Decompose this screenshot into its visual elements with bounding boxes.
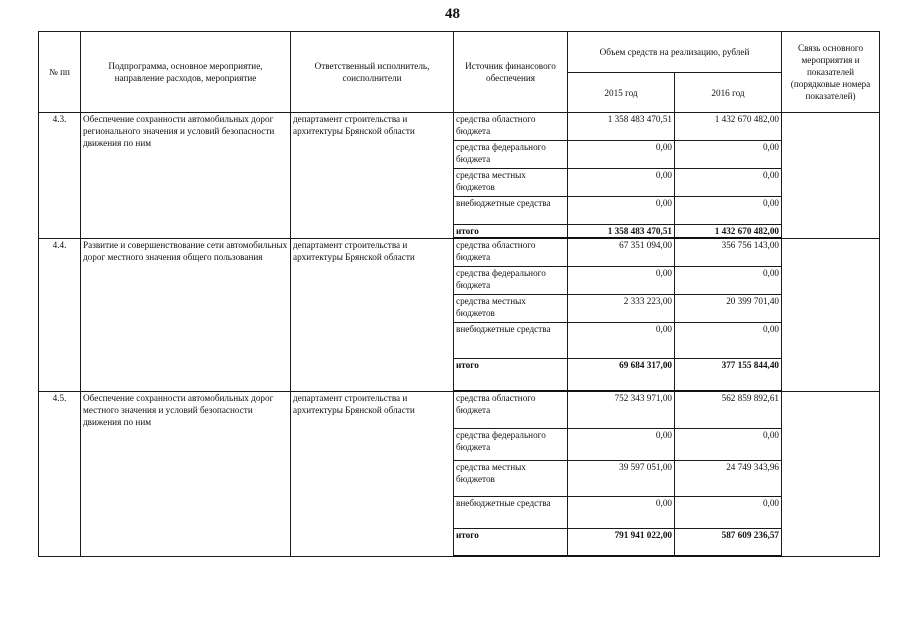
amount-2015: 0,00 — [568, 266, 675, 294]
amount-2016: 356 756 143,00 — [675, 238, 782, 266]
funding-source: внебюджетные средства — [454, 496, 568, 528]
funding-source: средства местных бюджетов — [454, 460, 568, 496]
budget-table — [38, 31, 880, 557]
funding-source: средства областного бюджета — [454, 113, 568, 141]
funding-source: средства местных бюджетов — [454, 294, 568, 322]
total-2015: 1 358 483 470,51 — [568, 225, 675, 239]
section-program: Обеспечение сохранности автомобильных дорог местного значения и условий безопасности движения по ним — [81, 391, 291, 556]
amount-2016: 0,00 — [675, 322, 782, 358]
header-number: № пп — [39, 32, 81, 113]
amount-2015: 1 358 483 470,51 — [568, 113, 675, 141]
amount-2016: 0,00 — [675, 169, 782, 197]
amount-2015: 2 333 223,00 — [568, 294, 675, 322]
funding-source: внебюджетные средства — [454, 197, 568, 225]
total-2016: 377 155 844,40 — [675, 358, 782, 391]
amount-2015: 0,00 — [568, 197, 675, 225]
section-number: 4.5. — [39, 391, 81, 556]
total-2016: 587 609 236,57 — [675, 528, 782, 556]
header-link: Связь основного мероприятия и показателей (порядковые номера показателей) — [782, 32, 880, 113]
amount-2016: 0,00 — [675, 197, 782, 225]
funding-source: внебюджетные средства — [454, 322, 568, 358]
amount-2015: 39 597 051,00 — [568, 460, 675, 496]
total-2015: 791 941 022,00 — [568, 528, 675, 556]
indicator-link — [782, 391, 880, 556]
total-label: итого — [454, 358, 568, 391]
amount-2016: 0,00 — [675, 266, 782, 294]
funding-source: средства областного бюджета — [454, 391, 568, 428]
amount-2016: 1 432 670 482,00 — [675, 113, 782, 141]
amount-2016: 0,00 — [675, 496, 782, 528]
total-2016: 1 432 670 482,00 — [675, 225, 782, 239]
amount-2015: 752 343 971,00 — [568, 391, 675, 428]
amount-2015: 0,00 — [568, 428, 675, 460]
amount-2015: 0,00 — [568, 169, 675, 197]
header-year-2015: 2015 год — [568, 73, 675, 113]
amount-2016: 0,00 — [675, 428, 782, 460]
indicator-link — [782, 113, 880, 239]
funding-source: средства местных бюджетов — [454, 169, 568, 197]
amount-2016: 0,00 — [675, 141, 782, 169]
header-volume: Объем средств на реализацию, рублей — [568, 32, 782, 73]
section-executor: департамент строительства и архитектуры Брянской области — [291, 391, 454, 556]
table-row — [39, 113, 880, 141]
amount-2015: 0,00 — [568, 141, 675, 169]
funding-source: средства областного бюджета — [454, 238, 568, 266]
amount-2015: 67 351 094,00 — [568, 238, 675, 266]
amount-2016: 24 749 343,96 — [675, 460, 782, 496]
amount-2016: 20 399 701,40 — [675, 294, 782, 322]
total-label: итого — [454, 528, 568, 556]
header-program: Подпрограмма, основное мероприятие, направление расходов, мероприятие — [81, 32, 291, 113]
funding-source: средства федерального бюджета — [454, 141, 568, 169]
funding-source: средства федерального бюджета — [454, 266, 568, 294]
header-year-2016: 2016 год — [675, 73, 782, 113]
section-number: 4.3. — [39, 113, 81, 239]
header-source: Источник финансового обеспечения — [454, 32, 568, 113]
section-program: Обеспечение сохранности автомобильных дорог регионального значения и условий безопасности движения по ним — [81, 113, 291, 239]
section-executor: департамент строительства и архитектуры Брянской области — [291, 238, 454, 391]
total-label: итого — [454, 225, 568, 239]
amount-2015: 0,00 — [568, 322, 675, 358]
section-executor: департамент строительства и архитектуры Брянской области — [291, 113, 454, 239]
table-row — [39, 391, 880, 428]
section-program: Развитие и совершенствование сети автомобильных дорог местного значения общего пользования — [81, 238, 291, 391]
amount-2015: 0,00 — [568, 496, 675, 528]
section-number: 4.4. — [39, 238, 81, 391]
page-number: 48 — [445, 6, 460, 22]
indicator-link — [782, 238, 880, 391]
total-2015: 69 684 317,00 — [568, 358, 675, 391]
funding-source: средства федерального бюджета — [454, 428, 568, 460]
amount-2016: 562 859 892,61 — [675, 391, 782, 428]
table-row — [39, 238, 880, 266]
header-executor: Ответственный исполнитель, соисполнители — [291, 32, 454, 113]
